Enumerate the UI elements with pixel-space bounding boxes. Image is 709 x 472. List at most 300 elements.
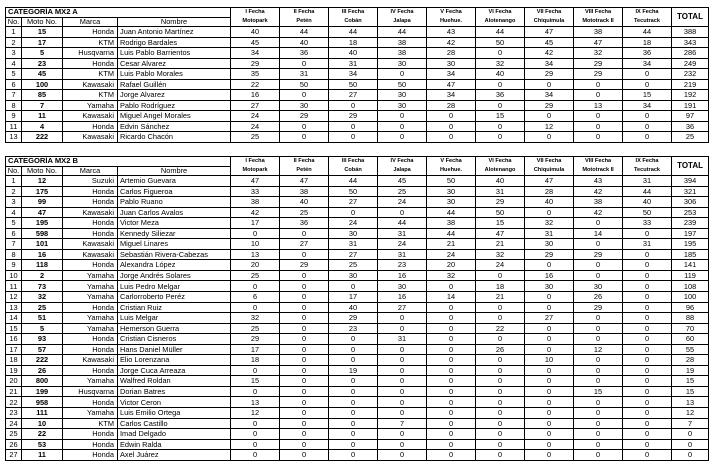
points-cell: 0 [574,397,623,408]
points-cell: 24 [427,249,476,260]
points-cell: 38 [378,48,427,59]
points-cell: 0 [378,429,427,440]
points-cell: 38 [280,186,329,197]
category-title: CATEGORÍA MX2 B [6,157,231,167]
position-cell: 16 [6,334,22,345]
brand-cell: Yamaha [63,281,118,292]
total-cell: 88 [672,313,709,324]
points-cell: 42 [574,207,623,218]
moto-number-cell: 11 [22,111,63,122]
points-cell: 0 [574,365,623,376]
col-header-moto: Moto No. [22,17,63,27]
points-cell: 40 [280,37,329,48]
points-cell: 45 [231,37,280,48]
points-cell: 0 [231,386,280,397]
total-cell: 219 [672,79,709,90]
points-cell: 0 [574,450,623,461]
points-cell: 32 [427,270,476,281]
points-cell: 29 [329,313,378,324]
points-cell: 18 [329,37,378,48]
fecha-round: VI Fecha [488,157,512,164]
points-cell: 15 [231,376,280,387]
position-cell: 22 [6,397,22,408]
table-row [6,313,709,324]
brand-cell: KTM [63,37,118,48]
fecha-round: IV Fecha [390,157,414,164]
table-row [6,334,709,345]
points-cell: 0 [329,334,378,345]
moto-number-cell: 111 [22,408,63,419]
table-row [6,292,709,303]
points-cell: 32 [476,58,525,69]
points-cell: 36 [280,48,329,59]
brand-cell: Kawasaki [63,207,118,218]
brand-cell: Honda [63,439,118,450]
points-cell: 0 [280,418,329,429]
points-cell: 0 [329,376,378,387]
fecha-venue: Tecutrack [634,17,661,24]
points-cell: 0 [476,313,525,324]
brand-cell: Honda [63,27,118,38]
fecha-header [280,157,329,176]
points-cell: 0 [427,121,476,132]
moto-number-cell: 93 [22,334,63,345]
table-row [6,408,709,419]
points-cell: 0 [280,429,329,440]
points-cell: 0 [280,121,329,132]
points-cell: 50 [427,176,476,187]
points-cell: 0 [280,450,329,461]
points-cell: 0 [476,79,525,90]
points-cell: 0 [525,439,574,450]
points-cell: 35 [231,69,280,80]
points-cell: 0 [476,132,525,143]
points-cell: 0 [623,323,672,334]
points-cell: 0 [329,418,378,429]
points-cell: 0 [623,79,672,90]
position-cell: 2 [6,37,22,48]
position-cell: 1 [6,27,22,38]
points-cell: 29 [280,111,329,122]
fecha-venue: Tecutrack [634,166,661,173]
points-cell: 15 [476,111,525,122]
points-cell: 0 [231,228,280,239]
brand-cell: Honda [63,197,118,208]
moto-number-cell: 222 [22,132,63,143]
moto-number-cell: 195 [22,218,63,229]
points-cell: 0 [427,397,476,408]
points-cell: 29 [280,260,329,271]
col-header-no: No. [6,17,22,27]
points-cell: 31 [378,334,427,345]
total-cell: 286 [672,48,709,59]
points-cell: 44 [427,228,476,239]
points-cell: 50 [280,79,329,90]
points-cell: 0 [231,429,280,440]
moto-number-cell: 4 [22,121,63,132]
fecha-header [623,157,672,176]
points-cell: 36 [623,48,672,59]
points-cell: 0 [329,207,378,218]
points-cell: 13 [231,249,280,260]
points-cell: 0 [525,207,574,218]
points-cell: 50 [476,207,525,218]
brand-cell: KTM [63,418,118,429]
position-cell: 15 [6,323,22,334]
rider-name-cell: Kennedy Siliezar [118,228,231,239]
col-header-nombre: Nombre [118,17,231,27]
points-cell: 0 [280,281,329,292]
points-cell: 0 [427,111,476,122]
points-cell: 10 [231,239,280,250]
points-cell: 0 [623,418,672,429]
fecha-round: VI Fecha [488,8,512,15]
points-cell: 0 [329,439,378,450]
points-cell: 22 [231,79,280,90]
points-cell: 0 [378,450,427,461]
points-cell: 22 [476,323,525,334]
points-cell: 13 [231,397,280,408]
points-cell: 0 [280,334,329,345]
points-cell: 0 [525,334,574,345]
points-cell: 0 [378,397,427,408]
table-row [6,429,709,440]
fecha-round: I Fecha [245,8,265,15]
fecha-round: II Fecha [293,8,315,15]
points-cell: 0 [574,132,623,143]
points-cell: 24 [476,260,525,271]
fecha-venue: Mototrack II [582,17,614,24]
position-cell: 13 [6,302,22,313]
fecha-header [378,157,427,176]
rider-name-cell: Rafael Guillén [118,79,231,90]
points-cell: 0 [427,365,476,376]
col-header-marca: Marca [63,17,118,27]
points-cell: 0 [231,439,280,450]
fecha-header [574,157,623,176]
points-cell: 0 [574,90,623,101]
table-row [6,58,709,69]
table-row [6,239,709,250]
points-cell: 18 [476,281,525,292]
points-cell: 0 [525,376,574,387]
fecha-venue: Cobán [344,166,362,173]
points-cell: 0 [623,69,672,80]
points-cell: 0 [525,450,574,461]
fecha-header [378,8,427,27]
points-cell: 25 [280,207,329,218]
fecha-header [329,157,378,176]
points-cell: 44 [329,176,378,187]
points-cell: 28 [427,100,476,111]
total-cell: 28 [672,355,709,366]
brand-cell: Kawasaki [63,79,118,90]
rider-name-cell: Cristian Ruiz [118,302,231,313]
points-cell: 38 [574,197,623,208]
points-cell: 47 [280,176,329,187]
total-cell: 321 [672,186,709,197]
points-cell: 0 [280,386,329,397]
position-cell: 11 [6,281,22,292]
points-cell: 44 [378,27,427,38]
points-cell: 38 [427,218,476,229]
points-cell: 0 [623,281,672,292]
total-cell: 19 [672,365,709,376]
points-cell: 0 [329,100,378,111]
points-cell: 0 [378,207,427,218]
moto-number-cell: 45 [22,69,63,80]
points-cell: 40 [476,69,525,80]
fecha-header [280,8,329,27]
points-cell: 0 [378,313,427,324]
fecha-round: VII Fecha [536,157,562,164]
points-cell: 0 [574,270,623,281]
moto-number-cell: 15 [22,27,63,38]
points-cell: 0 [378,121,427,132]
points-cell: 0 [378,111,427,122]
points-cell: 47 [427,79,476,90]
total-cell: 343 [672,37,709,48]
points-cell: 44 [378,218,427,229]
points-cell: 6 [231,292,280,303]
brand-cell: Kawasaki [63,111,118,122]
points-cell: 0 [427,450,476,461]
points-cell: 29 [476,197,525,208]
rider-name-cell: Cesar Alvarez [118,58,231,69]
points-cell: 0 [378,439,427,450]
fecha-venue: Petén [296,166,312,173]
points-cell: 34 [623,100,672,111]
points-cell: 0 [623,302,672,313]
points-cell: 0 [476,450,525,461]
points-cell: 44 [623,27,672,38]
points-cell: 30 [378,58,427,69]
rider-name-cell: Dorian Batres [118,386,231,397]
points-cell: 27 [329,197,378,208]
points-cell: 27 [329,249,378,260]
rider-name-cell: Carlos Figueroa [118,186,231,197]
points-cell: 0 [623,355,672,366]
points-cell: 26 [574,292,623,303]
points-cell: 0 [231,450,280,461]
points-cell: 30 [427,58,476,69]
points-cell: 26 [476,344,525,355]
points-cell: 0 [623,344,672,355]
brand-cell: Honda [63,260,118,271]
points-cell: 0 [476,270,525,281]
rider-name-cell: Pablo Rodríguez [118,100,231,111]
points-cell: 47 [525,176,574,187]
table-row [6,344,709,355]
points-cell: 0 [329,281,378,292]
rider-name-cell: Victor Meza [118,218,231,229]
points-cell: 38 [231,197,280,208]
points-cell: 34 [329,69,378,80]
table-row [6,90,709,101]
points-cell: 0 [623,386,672,397]
brand-cell: Yamaha [63,292,118,303]
points-cell: 0 [623,270,672,281]
moto-number-cell: 85 [22,90,63,101]
total-cell: 192 [672,90,709,101]
brand-cell: Honda [63,186,118,197]
points-cell: 0 [623,121,672,132]
rider-name-cell: Artemio Guevara [118,176,231,187]
standings-table [5,7,709,143]
fecha-round: I Fecha [245,157,265,164]
rider-name-cell: Walfred Roldan [118,376,231,387]
points-cell: 0 [623,292,672,303]
points-cell: 24 [231,111,280,122]
fecha-header [476,8,525,27]
points-cell: 0 [280,439,329,450]
points-cell: 45 [525,37,574,48]
points-cell: 0 [574,79,623,90]
points-cell: 0 [476,355,525,366]
rider-name-cell: Elio Lorenzana [118,355,231,366]
points-cell: 0 [427,408,476,419]
points-cell: 0 [231,365,280,376]
points-cell: 40 [280,197,329,208]
moto-number-cell: 118 [22,260,63,271]
fecha-round: VII Fecha [536,8,562,15]
points-cell: 44 [427,207,476,218]
total-cell: 306 [672,197,709,208]
rider-name-cell: Edwin Ralda [118,439,231,450]
points-cell: 34 [427,90,476,101]
position-cell: 25 [6,429,22,440]
points-cell: 0 [623,132,672,143]
points-cell: 30 [378,100,427,111]
points-cell: 0 [574,239,623,250]
points-cell: 50 [378,79,427,90]
position-cell: 6 [6,79,22,90]
points-cell: 29 [574,302,623,313]
position-cell: 8 [6,100,22,111]
brand-cell: KTM [63,69,118,80]
col-header-nombre: Nombre [118,166,231,176]
points-cell: 20 [427,260,476,271]
points-cell: 19 [329,365,378,376]
moto-number-cell: 47 [22,207,63,218]
points-cell: 29 [231,334,280,345]
position-cell: 17 [6,344,22,355]
total-cell: 100 [672,292,709,303]
points-cell: 0 [476,334,525,345]
brand-cell: Kawasaki [63,249,118,260]
position-cell: 20 [6,376,22,387]
points-cell: 32 [231,313,280,324]
total-cell: 239 [672,218,709,229]
table-row [6,397,709,408]
points-cell: 0 [280,58,329,69]
fecha-venue: Motopark [242,17,268,24]
points-cell: 10 [525,355,574,366]
points-cell: 0 [427,386,476,397]
points-cell: 12 [231,408,280,419]
points-cell: 31 [378,249,427,260]
rider-name-cell: Pablo Ruano [118,197,231,208]
points-cell: 17 [231,344,280,355]
total-cell: 15 [672,376,709,387]
brand-cell: Kawasaki [63,239,118,250]
fecha-venue: Chiquimula [533,17,565,24]
fecha-header [427,157,476,176]
points-cell: 14 [427,292,476,303]
points-cell: 0 [231,302,280,313]
points-cell: 16 [231,90,280,101]
points-cell: 0 [427,376,476,387]
brand-cell: Yamaha [63,323,118,334]
position-cell: 2 [6,186,22,197]
points-cell: 27 [329,90,378,101]
points-cell: 0 [525,418,574,429]
rider-name-cell: Imad Delgado [118,429,231,440]
table-row [6,450,709,461]
points-cell: 0 [476,48,525,59]
position-cell: 6 [6,228,22,239]
fecha-round: III Fecha [341,8,365,15]
points-cell: 29 [574,58,623,69]
points-cell: 0 [378,386,427,397]
points-cell: 0 [329,132,378,143]
total-cell: 191 [672,100,709,111]
fecha-round: V Fecha [440,8,462,15]
moto-number-cell: 23 [22,58,63,69]
rider-name-cell: Alexandra López [118,260,231,271]
brand-cell: Yamaha [63,408,118,419]
rider-name-cell: Carlorroberto Peréz [118,292,231,303]
moto-number-cell: 958 [22,397,63,408]
table-row [6,249,709,260]
points-cell: 33 [623,218,672,229]
points-cell: 0 [574,111,623,122]
points-cell: 0 [574,121,623,132]
points-cell: 18 [623,37,672,48]
brand-cell: Yamaha [63,376,118,387]
points-cell: 0 [525,260,574,271]
position-cell: 7 [6,90,22,101]
points-cell: 0 [525,292,574,303]
points-cell: 32 [525,218,574,229]
points-cell: 0 [378,344,427,355]
total-cell: 55 [672,344,709,355]
points-cell: 0 [280,323,329,334]
points-cell: 0 [574,260,623,271]
points-cell: 0 [574,439,623,450]
rider-name-cell: Sebastián Rivera-Cabezas [118,249,231,260]
rider-name-cell: Luis Melgar [118,313,231,324]
points-cell: 31 [329,239,378,250]
points-cell: 0 [280,408,329,419]
total-cell: 249 [672,58,709,69]
moto-number-cell: 7 [22,100,63,111]
table-row [6,100,709,111]
points-cell: 0 [378,376,427,387]
total-header: TOTAL [672,157,709,176]
moto-number-cell: 800 [22,376,63,387]
points-cell: 0 [476,418,525,429]
points-cell: 0 [427,323,476,334]
rider-name-cell: Juan Antonio Martínez [118,27,231,38]
points-cell: 0 [280,292,329,303]
rider-name-cell: Miguel Angel Morales [118,111,231,122]
total-cell: 36 [672,121,709,132]
points-cell: 24 [378,197,427,208]
points-cell: 0 [623,313,672,324]
points-cell: 0 [574,313,623,324]
position-cell: 18 [6,355,22,366]
